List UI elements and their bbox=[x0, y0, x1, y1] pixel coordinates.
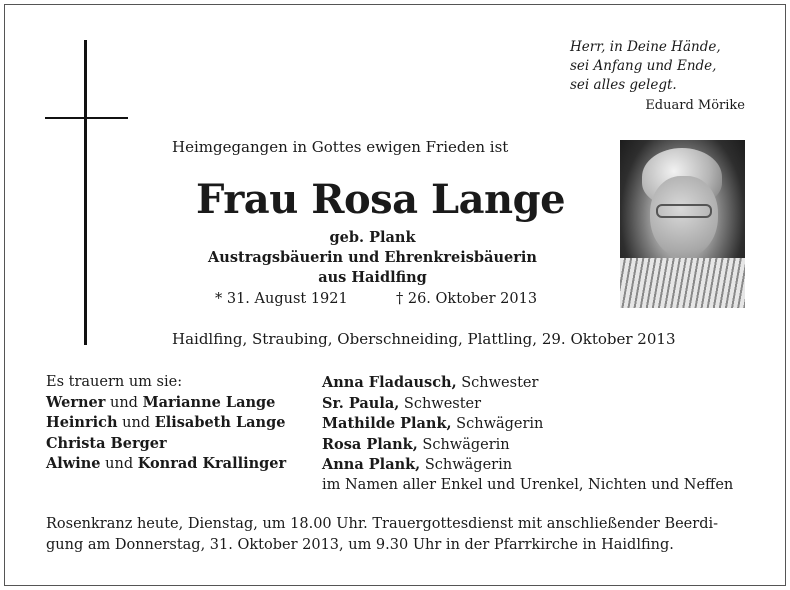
service-line: gung am Donnerstag, 31. Oktober 2013, um 9.30 Uhr in der Pfarrkirche in Haidlfing. bbox=[46, 537, 674, 553]
quote-line: sei Anfang und Ende, bbox=[570, 58, 717, 74]
portrait-photo bbox=[620, 140, 745, 308]
mourner-row: Sr. Paula, Schwester bbox=[322, 394, 482, 412]
death-date: † 26. Oktober 2013 bbox=[396, 291, 538, 307]
quote-author: Eduard Mörike bbox=[645, 98, 745, 113]
cross-vertical-bar bbox=[84, 40, 87, 345]
mourner-row: Rosa Plank, Schwägerin bbox=[322, 435, 510, 453]
quote bbox=[570, 38, 745, 95]
mourner-row: Mathilde Plank, Schwägerin bbox=[322, 415, 544, 433]
mourner-row: Heinrich und Elisabeth Lange bbox=[46, 414, 286, 432]
mourner-row: Anna Fladausch, Schwester bbox=[322, 374, 539, 391]
quote-line: sei alles gelegt. bbox=[570, 77, 677, 93]
birth-date: * 31. August 1921 bbox=[215, 291, 348, 307]
mourners-left bbox=[46, 373, 286, 475]
mourners-right bbox=[322, 373, 733, 496]
maiden-name: geb. Plank bbox=[329, 229, 416, 246]
deceased-name: Frau Rosa Lange bbox=[196, 176, 566, 223]
cross-horizontal-bar bbox=[45, 117, 128, 119]
mourners-header: Es trauern um sie: bbox=[46, 374, 183, 390]
service-announcement bbox=[46, 514, 746, 556]
mourner-row: Alwine und Konrad Krallinger bbox=[46, 455, 287, 473]
deceased-details bbox=[200, 228, 545, 288]
mourner-row: Anna Plank, Schwägerin bbox=[322, 456, 513, 474]
intro-text: Heimgegangen in Gottes ewigen Frieden ist bbox=[172, 138, 509, 156]
title-line: Austragsbäuerin und Ehrenkreisbäuerin bbox=[208, 249, 537, 266]
mourners-footer: im Namen aller Enkel und Urenkel, Nichten und Neffen bbox=[322, 476, 734, 493]
place-and-date: Haidlfing, Straubing, Oberschneiding, Plattling, 29. Oktober 2013 bbox=[172, 330, 676, 348]
mourner-row: Christa Berger bbox=[46, 434, 167, 452]
hometown: aus Haidlfing bbox=[318, 269, 427, 286]
quote-line: Herr, in Deine Hände, bbox=[570, 39, 721, 55]
service-line: Rosenkranz heute, Dienstag, um 18.00 Uhr. Trauergottesdienst mit anschließender Beerdi- bbox=[46, 516, 719, 532]
mourner-row: Werner und Marianne Lange bbox=[46, 393, 276, 411]
